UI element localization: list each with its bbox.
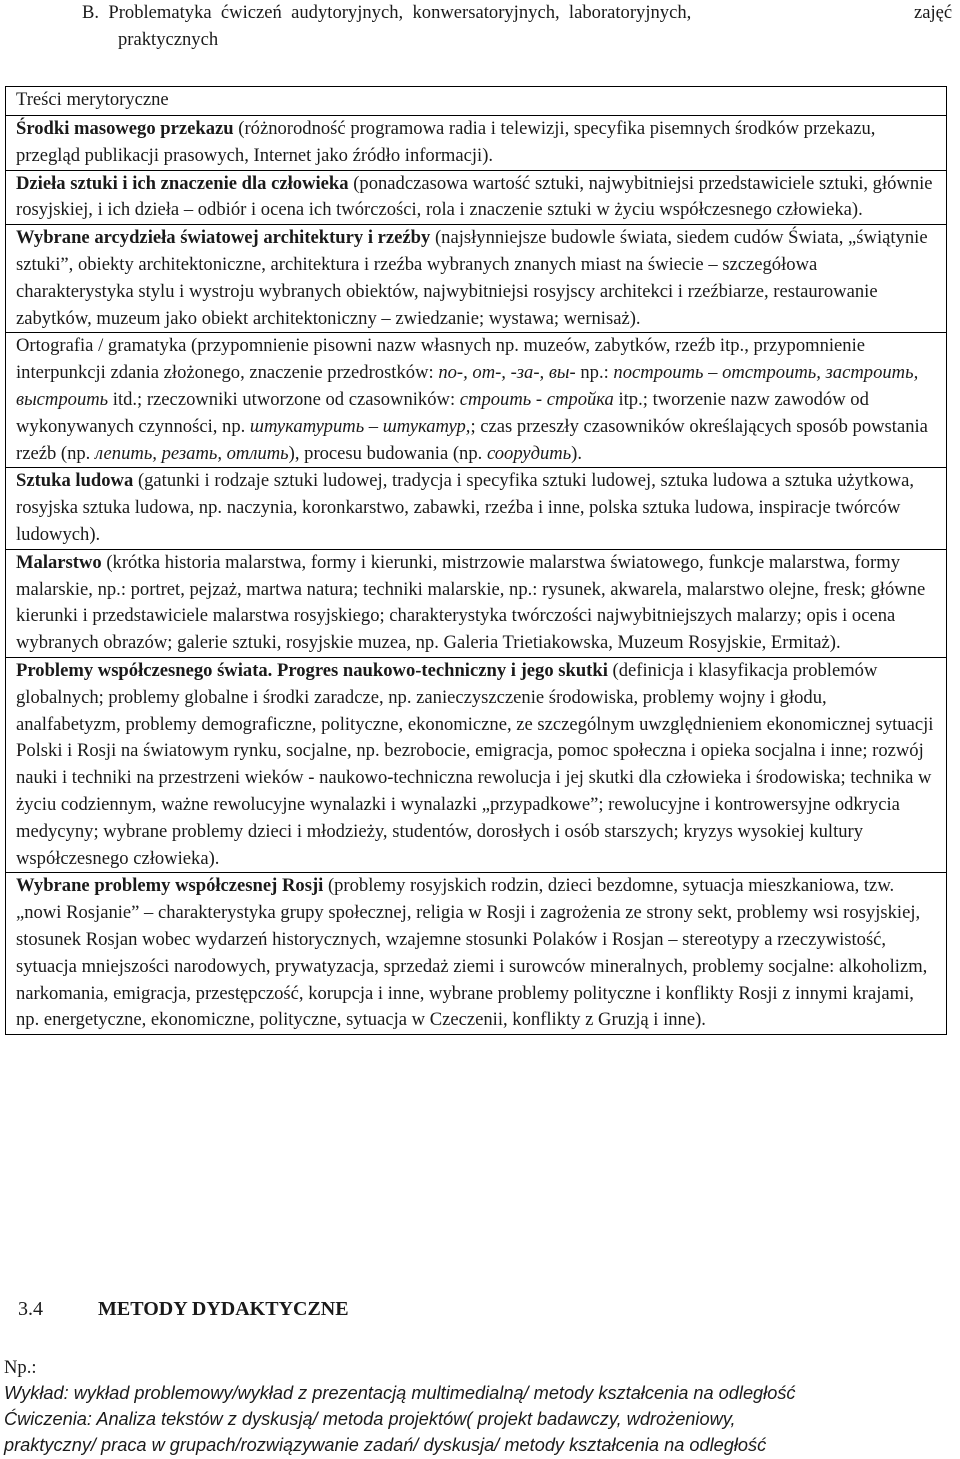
example-text: по-, от-, -за-, вы- (438, 362, 576, 384)
table-row (6, 225, 946, 333)
row-text (16, 658, 936, 872)
row-title: Wybrane problemy współczesnej Rosji (16, 875, 324, 897)
row-body: Ortografia / gramatyka (przypomnienie pisowni nazw własnych np. muzeów, zabytków, rzeźb itp., przypomnienie interpunkcji zdania złożonego, znaczenie przedrostków: (16, 335, 866, 384)
example-label: Np.: (4, 1357, 37, 1378)
table-row (6, 468, 946, 549)
row-title: Środki masowego przekazu (16, 118, 234, 139)
example-text: лепить, резать, отлить (94, 442, 289, 464)
row-body: np.: (575, 362, 614, 384)
section-heading-b (82, 0, 691, 27)
row-text (16, 468, 936, 548)
table-row (6, 333, 946, 468)
example-text: строить - стройка (459, 388, 614, 410)
row-body: (gatunki i rodzaje sztuki ludowej, tradycja i specyfika sztuki ludowej, sztuka ludowa a sztuka użytkowa, rosyjska sztuka ludowa, np. naczynia, koronkarstwo, zabawki, rzeźba i inne, polska sztuka ludowa, inspiracje twórców ludowych). (16, 470, 915, 545)
row-body: (ponadczasowa wartość sztuki, najwybitniejsi przedstawiciele sztuki, głównie rosyjskiej, i ich dzieła – odbiór i ocena ich twórczości, rola i znaczenie sztuki w życiu współczesnego człowieka). (16, 172, 933, 221)
row-body: (definicja i klasyfikacja problemów globalnych; problemy globalne i środki zaradcze, np. zanieczyszczenie środowiska, problemy wojny i głodu, analfabetyzm, problemy demograficzne, polityczne, ekonomiczne, ze szczególnym uwzględnieniem ekonomicznej sytuacji Polski i Rosji na światowym rynku, socjalne, np. bezrobocie, emigracja, pomoc społeczna i opieka socjalna i inne; rozwój nauki i techniki na przestrzeni wieków - naukowo-techniczna rewolucja i jej skutki dla człowieka i środowiska; technika w życiu codziennym, ważne rewolucyjne wynalazki i wynalazki „przypadkowe”; rewolucyjne i kontrowersyjne odkrycia medycyny; wybrane problemy dzieci i młodzieży, studentów, dorosłych i osób starszych; kryzys wysokiej kultury współczesnego człowieka). (16, 659, 934, 869)
method-line: Ćwiczenia: Analiza tekstów z dyskusją/ metoda projektów( projekt badawczy, wdrożeniowy, (4, 1409, 736, 1429)
section-heading-end: zajęć (914, 2, 953, 23)
example-text: построить – отстроить, застроить, выстроить (16, 362, 919, 410)
row-body: ; czas przeszły czasowników określających sposób powstania rzeźb (np. (16, 415, 928, 464)
method-line: praktyczny/ praca w grupach/rozwiązywanie zadań/ dyskusja/ metody kształcenia na odległość (4, 1435, 767, 1455)
section-title: METODY DYDAKTYCZNE (98, 1298, 349, 1320)
table-row (6, 873, 946, 1034)
method-line: Wykład: wykład problemowy/wykład z prezentacją multimedialną/ metody kształcenia na odległość (4, 1383, 796, 1403)
row-body: itp.; tworzenie nazw zawodów od wykonywanych czynności, np. (16, 388, 869, 437)
row-title: Sztuka ludowa (16, 470, 134, 492)
row-text (16, 171, 936, 225)
row-text (16, 873, 936, 1034)
row-text (16, 225, 936, 332)
table-row (6, 658, 946, 873)
table-row (6, 116, 946, 171)
row-title: Problemy współczesnego świata. Progres naukowo-techniczny i jego skutki (16, 659, 608, 681)
row-text (16, 116, 940, 170)
section-heading-line2: praktycznych (118, 29, 219, 50)
content-table (5, 86, 947, 1035)
row-body: ), procesu budowania (np. (288, 442, 487, 464)
row-body: (problemy rosyjskich rodzin, dzieci bezdomne, sytuacja mieszkaniowa, tzw. „nowi Rosjanie” – charakterystyka grupy społecznej, religia w Rosji i zagrożenia ze strony sekt, problemy wsi rosyjskiej, stosunek Rosjan wobec wydarzeń historycznych, wzajemne stosunki Polaków i Rosjan – stereotypy a rzeczywistość, sytuacja mniejszości narodowych, prywatyzacja, sprzedaż ziemi i surowców mineralnych, problemy socjalne: alkoholizm, narkomania, emigracja, przestępczość, korupcja i inne, wybrane problemy polityczne i konflikty Rosji z innymi krajami, np. energetyczne, ekonomiczne, polityczne, sytuacja w Czeczenii, konflikty z Gruzją i inne). (16, 875, 928, 1031)
section-heading (18, 1296, 349, 1323)
table-row (6, 171, 946, 226)
row-body: (różnorodność programowa radia i telewizji, specyfika pisemnych środków przekazu, przegląd publikacji prasowych, Internet jako źródło informacji). (16, 118, 876, 166)
row-title: Malarstwo (16, 551, 102, 573)
section-number: 3.4 (18, 1298, 43, 1320)
table-row (6, 550, 946, 658)
row-body: (krótka historia malarstwa, formy i kierunki, mistrzowie malarstwa światowego, funkcje malarstwa, formy malarskie, np.: portret, pejzaż, martwa natura; techniki malarskie, np.: rysunek, akwarela, malarstwo olejne, fresk; główne kierunki i przedstawiciele malarstwa rosyjskiego; charakterystyka twórczości najwybitniejszych malarzy; opis i ocena wybranych obrazów; galerie sztuki, rosyjskie muzea, np. Galeria Trietiakowska, Muzeum Rosyjskie, Ermitaż). (16, 551, 926, 654)
section-label: B. (82, 2, 100, 23)
example-text: штукатурить – штукатур, (249, 415, 471, 437)
row-body: itd.; rzeczowniki utworzone od czasowników: (108, 388, 460, 410)
row-title: Wybrane arcydzieła światowej architektury i rzeźby (16, 227, 431, 249)
row-text (16, 333, 936, 467)
table-header: Treści merytoryczne (16, 89, 169, 110)
row-text (16, 550, 936, 657)
row-body: ). (571, 442, 583, 464)
example-text: соорудить (486, 442, 572, 464)
row-body: (najsłynniejsze budowle świata, siedem cudów Świata, „świątynie sztuki”, obiekty architektoniczne, architektura i rzeźba wybranych znanych miast na świecie – szczegółowa charakterystyka stylu i wystroju wybranych obiektów, najwybitniejsi rosyjscy architekci i rzeźbiarze, restaurowanie zabytków, muzeum jako obiekt architektoniczny – zwiedzanie; wystawa; wernisaż). (16, 227, 928, 329)
table-header-row (6, 87, 946, 116)
section-heading-line1: Problematyka ćwiczeń audytoryjnych, konwersatoryjnych, laboratoryjnych, (108, 2, 692, 23)
row-title: Dzieła sztuki i ich znaczenie dla człowieka (16, 172, 349, 194)
